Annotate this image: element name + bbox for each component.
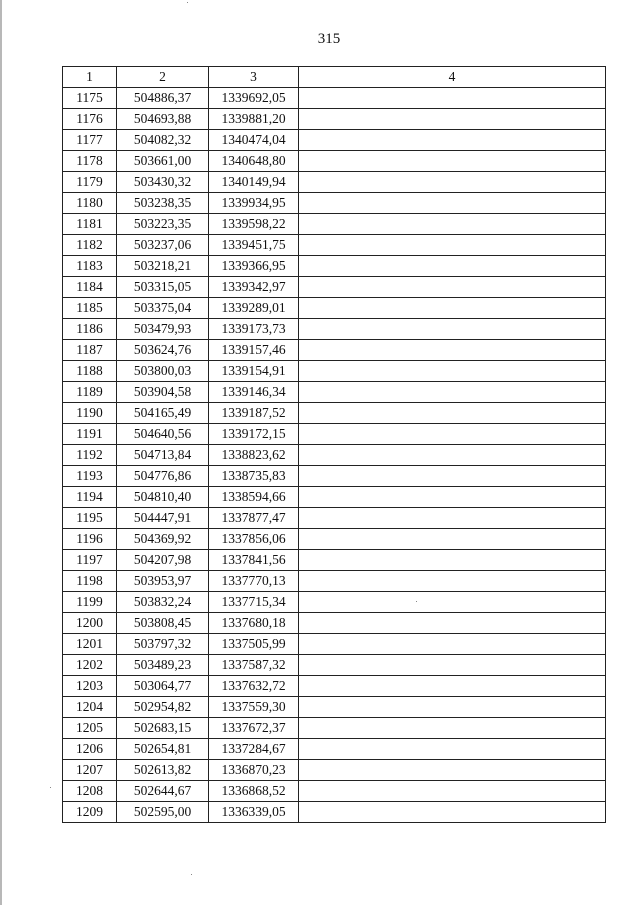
table-cell: 1176 (63, 109, 117, 130)
table-cell: 1178 (63, 151, 117, 172)
table-row (63, 634, 606, 655)
table-cell: 1177 (63, 130, 117, 151)
table-cell: 1185 (63, 298, 117, 319)
table-cell (299, 613, 606, 634)
table-cell: 502683,15 (117, 718, 209, 739)
table-row (63, 151, 606, 172)
table-cell (299, 382, 606, 403)
table-cell: 1340474,04 (209, 130, 299, 151)
table-cell: 504776,86 (117, 466, 209, 487)
table-row (63, 403, 606, 424)
table-row (63, 718, 606, 739)
table-cell (299, 592, 606, 613)
table-cell (299, 739, 606, 760)
table-cell: 1339172,15 (209, 424, 299, 445)
table-cell: 1339598,22 (209, 214, 299, 235)
table-cell: 1187 (63, 340, 117, 361)
table-cell: 1337715,34 (209, 592, 299, 613)
table-cell (299, 802, 606, 823)
table-row (63, 319, 606, 340)
table-cell (299, 718, 606, 739)
table-cell: 1339451,75 (209, 235, 299, 256)
table-cell: 504447,91 (117, 508, 209, 529)
table-cell: 503315,05 (117, 277, 209, 298)
table-row (63, 613, 606, 634)
table-cell: 503064,77 (117, 676, 209, 697)
table-row (63, 214, 606, 235)
table-cell (299, 340, 606, 361)
scan-speck (50, 787, 51, 788)
table-cell (299, 529, 606, 550)
table-cell (299, 466, 606, 487)
table-cell: 1339934,95 (209, 193, 299, 214)
table-header-row (63, 67, 606, 88)
table-cell: 1337632,72 (209, 676, 299, 697)
scan-edge (0, 0, 2, 905)
table-cell: 504082,32 (117, 130, 209, 151)
table-cell: 1337841,56 (209, 550, 299, 571)
table-cell: 1337856,06 (209, 529, 299, 550)
table-cell: 1206 (63, 739, 117, 760)
table-cell (299, 235, 606, 256)
table-cell: 1337505,99 (209, 634, 299, 655)
table-cell: 503797,32 (117, 634, 209, 655)
table-cell: 1198 (63, 571, 117, 592)
table-cell: 503904,58 (117, 382, 209, 403)
table-cell: 1197 (63, 550, 117, 571)
table-cell: 1205 (63, 718, 117, 739)
table-cell: 1209 (63, 802, 117, 823)
table-cell: 1339881,20 (209, 109, 299, 130)
table-cell: 503479,93 (117, 319, 209, 340)
table-row (63, 781, 606, 802)
table-cell: 1207 (63, 760, 117, 781)
table-cell: 1339366,95 (209, 256, 299, 277)
table-cell (299, 655, 606, 676)
table-cell (299, 760, 606, 781)
table-cell: 1339342,97 (209, 277, 299, 298)
table-cell: 1339154,91 (209, 361, 299, 382)
table-cell: 1339692,05 (209, 88, 299, 109)
table-cell: 1188 (63, 361, 117, 382)
table-cell: 1338823,62 (209, 445, 299, 466)
table-row (63, 739, 606, 760)
table-cell: 1196 (63, 529, 117, 550)
table-cell: 1208 (63, 781, 117, 802)
table-cell: 1339157,46 (209, 340, 299, 361)
table-cell: 504693,88 (117, 109, 209, 130)
table-row (63, 550, 606, 571)
table-cell: 1191 (63, 424, 117, 445)
table-cell: 503218,21 (117, 256, 209, 277)
table-cell (299, 361, 606, 382)
column-header: 3 (209, 67, 299, 88)
table-row (63, 445, 606, 466)
table-cell: 1337284,67 (209, 739, 299, 760)
table-cell: 1203 (63, 676, 117, 697)
table-cell: 1339146,34 (209, 382, 299, 403)
table-cell: 503238,35 (117, 193, 209, 214)
table-cell: 503237,06 (117, 235, 209, 256)
table-cell: 1340149,94 (209, 172, 299, 193)
table-cell (299, 571, 606, 592)
table-cell (299, 403, 606, 424)
table-row (63, 655, 606, 676)
table-cell (299, 130, 606, 151)
table-cell (299, 634, 606, 655)
column-header: 1 (63, 67, 117, 88)
scan-speck (191, 874, 192, 875)
table-row (63, 340, 606, 361)
table-cell: 1336870,23 (209, 760, 299, 781)
table-cell: 1339289,01 (209, 298, 299, 319)
table-cell (299, 550, 606, 571)
table-cell: 504207,98 (117, 550, 209, 571)
table-cell: 503223,35 (117, 214, 209, 235)
table-row (63, 277, 606, 298)
table-cell: 502954,82 (117, 697, 209, 718)
table-cell: 1199 (63, 592, 117, 613)
table-cell (299, 277, 606, 298)
scan-speck (416, 601, 417, 602)
table-cell: 1337877,47 (209, 508, 299, 529)
column-header: 2 (117, 67, 209, 88)
table-cell: 1336339,05 (209, 802, 299, 823)
table-cell (299, 151, 606, 172)
table-cell: 1180 (63, 193, 117, 214)
table-cell: 502613,82 (117, 760, 209, 781)
table-cell (299, 445, 606, 466)
table-cell: 503832,24 (117, 592, 209, 613)
table-cell (299, 424, 606, 445)
table-row (63, 298, 606, 319)
table-cell: 1193 (63, 466, 117, 487)
column-header: 4 (299, 67, 606, 88)
table-row (63, 382, 606, 403)
table-cell: 1204 (63, 697, 117, 718)
table-cell: 1194 (63, 487, 117, 508)
table-row (63, 88, 606, 109)
table-cell: 504886,37 (117, 88, 209, 109)
table-row (63, 802, 606, 823)
table-cell: 1337559,30 (209, 697, 299, 718)
table-cell: 503953,97 (117, 571, 209, 592)
table-cell: 1195 (63, 508, 117, 529)
table-cell: 1186 (63, 319, 117, 340)
table-cell: 1337680,18 (209, 613, 299, 634)
table-row (63, 172, 606, 193)
table-cell: 1181 (63, 214, 117, 235)
table-cell: 1200 (63, 613, 117, 634)
table-row (63, 529, 606, 550)
table-cell: 503800,03 (117, 361, 209, 382)
table-cell: 503808,45 (117, 613, 209, 634)
table-cell: 1201 (63, 634, 117, 655)
table-cell: 503624,76 (117, 340, 209, 361)
table-cell: 1189 (63, 382, 117, 403)
table-cell: 1175 (63, 88, 117, 109)
table-cell: 1182 (63, 235, 117, 256)
table-cell: 1183 (63, 256, 117, 277)
table-cell: 504713,84 (117, 445, 209, 466)
coordinates-table (62, 66, 606, 823)
table-row (63, 676, 606, 697)
table-row (63, 109, 606, 130)
table-cell: 503661,00 (117, 151, 209, 172)
table-cell (299, 781, 606, 802)
table-cell: 504810,40 (117, 487, 209, 508)
table-cell (299, 172, 606, 193)
table-cell: 503375,04 (117, 298, 209, 319)
table-cell: 1179 (63, 172, 117, 193)
table-row (63, 130, 606, 151)
table-cell: 1339173,73 (209, 319, 299, 340)
table-cell (299, 109, 606, 130)
table-cell: 1337770,13 (209, 571, 299, 592)
table-row (63, 571, 606, 592)
table-cell (299, 487, 606, 508)
table-cell: 1336868,52 (209, 781, 299, 802)
table-row (63, 424, 606, 445)
table-row (63, 697, 606, 718)
table-cell (299, 256, 606, 277)
table-row (63, 193, 606, 214)
table-row (63, 466, 606, 487)
table-body (63, 88, 606, 823)
table-row (63, 508, 606, 529)
table-cell: 503489,23 (117, 655, 209, 676)
table-row (63, 760, 606, 781)
table-cell (299, 676, 606, 697)
table-cell: 504640,56 (117, 424, 209, 445)
table-row (63, 592, 606, 613)
table-cell: 1338735,83 (209, 466, 299, 487)
table-cell: 1202 (63, 655, 117, 676)
page-number: 315 (317, 31, 341, 47)
table-cell: 1340648,80 (209, 151, 299, 172)
table-cell: 1184 (63, 277, 117, 298)
table-cell: 502644,67 (117, 781, 209, 802)
table-cell (299, 697, 606, 718)
table-cell: 502595,00 (117, 802, 209, 823)
table-cell: 504369,92 (117, 529, 209, 550)
table-cell: 1337672,37 (209, 718, 299, 739)
table-row (63, 256, 606, 277)
table-cell (299, 214, 606, 235)
table-cell (299, 88, 606, 109)
table-cell: 1337587,32 (209, 655, 299, 676)
table-cell: 503430,32 (117, 172, 209, 193)
table-cell (299, 319, 606, 340)
table-cell: 1190 (63, 403, 117, 424)
table-row (63, 487, 606, 508)
table-cell: 1339187,52 (209, 403, 299, 424)
table-cell: 504165,49 (117, 403, 209, 424)
table-cell: 1192 (63, 445, 117, 466)
scan-speck (187, 2, 188, 3)
table-row (63, 235, 606, 256)
table-row (63, 361, 606, 382)
table-cell: 502654,81 (117, 739, 209, 760)
table-cell (299, 193, 606, 214)
table-cell (299, 298, 606, 319)
table-cell (299, 508, 606, 529)
table-cell: 1338594,66 (209, 487, 299, 508)
